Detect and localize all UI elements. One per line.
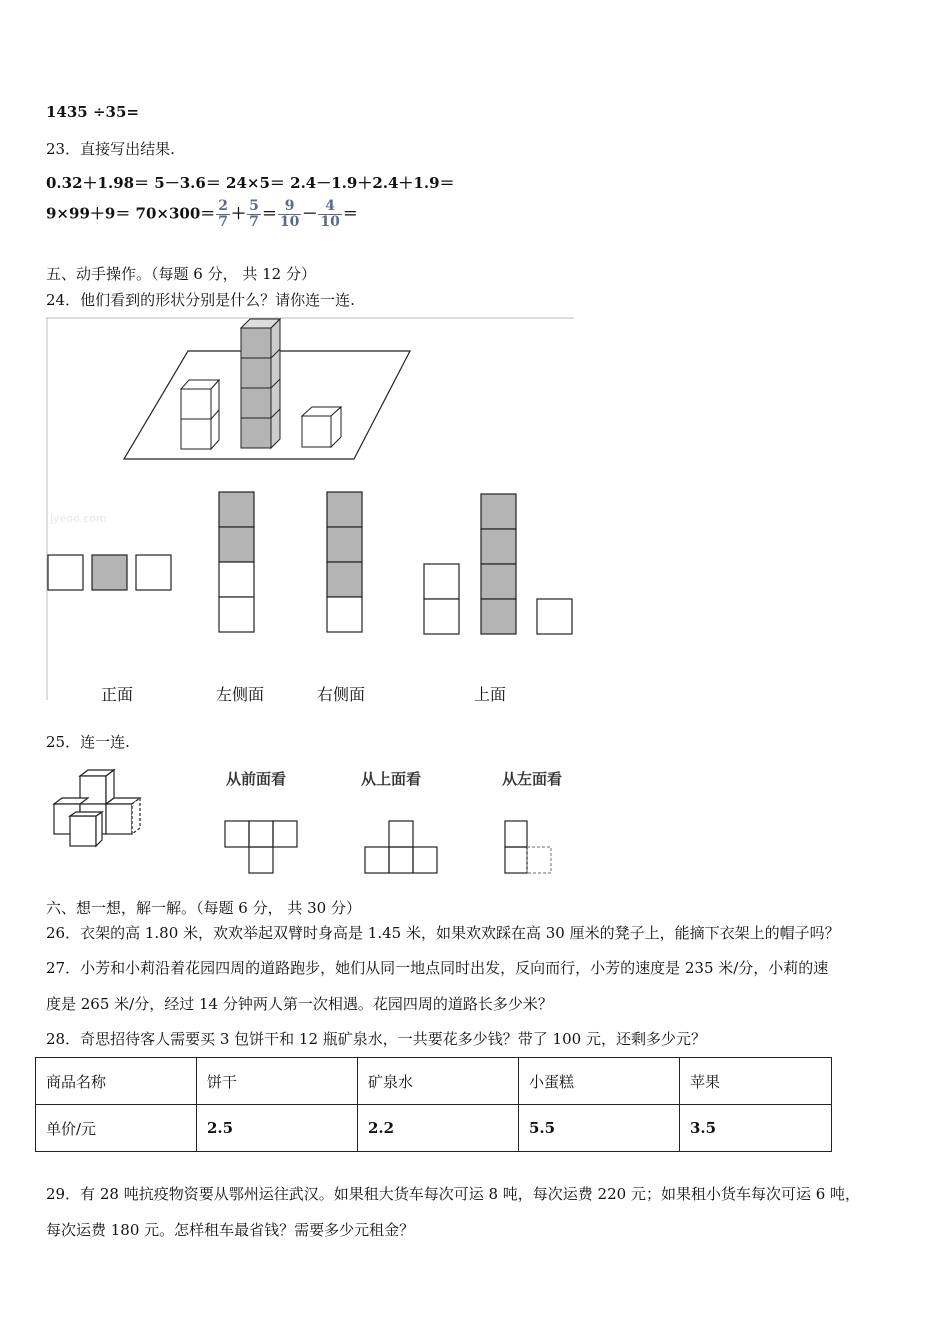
q25-label-left: 从左面看 — [502, 770, 563, 788]
table-cell: 苹果 — [680, 1058, 832, 1105]
cube-single-white — [302, 407, 341, 447]
watermark: jyeoo.com — [50, 512, 107, 525]
q29-line1: 29．有 28 吨抗疫物资要从鄂州运往武汉。如果租大货车每次可运 8 吨，每次运费 220 元；如果租小货车每次可运 6 吨， — [46, 1185, 861, 1203]
section-6-heading: 六、想一想，解一解。（每题 6 分， 共 30 分） — [46, 899, 361, 917]
table-cell: 饼干 — [197, 1058, 358, 1105]
q28-text: 28．奇思招待客人需要买 3 包饼干和 12 瓶矿泉水，一共要花多少钱？带了 100 元，还剩多少元？ — [46, 1030, 706, 1048]
price-table — [35, 1057, 832, 1152]
table-cell: 小蛋糕 — [519, 1058, 680, 1105]
view-option-4 — [424, 494, 572, 634]
q25-view-a — [222, 818, 302, 876]
label-left-side: 左侧面 — [216, 685, 265, 704]
label-top: 上面 — [474, 685, 507, 704]
table-row — [36, 1105, 832, 1152]
q25-label-top: 从上面看 — [361, 770, 422, 788]
q23-line2: 9×99＋9＝ 70×300＝ $\frac{2}{7}$ ＋ $\frac{5}{7}$ ＝ $\frac{9}{10}$ － $\frac{4}{10}$ ＝ — [46, 198, 358, 230]
fraction: $\frac{5}{7}$ — [249, 198, 259, 230]
q25-view-b — [360, 818, 442, 876]
table-cell: 3.5 — [680, 1105, 832, 1152]
q25-title: 25．连一连. — [46, 733, 130, 751]
q23-line1: 0.32＋1.98＝ 5－3.6＝ 24×5＝ 2.4－1.9＋2.4＋1.9＝ — [46, 174, 455, 192]
table-header-row — [36, 1058, 832, 1105]
q27-line2: 度是 265 米/分，经过 14 分钟两人第一次相遇。花园四周的道路长多少米？ — [46, 995, 553, 1013]
q29-line2: 每次运费 180 元。怎样租车最省钱？需要多少元租金？ — [46, 1221, 415, 1239]
view-option-1 — [48, 555, 171, 590]
view-option-2 — [219, 492, 254, 632]
q26-text: 26．衣架的高 1.80 米，欢欢举起双臂时身高是 1.45 米，如果欢欢踩在高 30 厘米的凳子上，能摘下衣架上的帽子吗？ — [46, 924, 840, 942]
table-cell: 5.5 — [519, 1105, 680, 1152]
fraction: $\frac{2}{7}$ — [218, 198, 229, 230]
q24-figure — [46, 316, 576, 702]
top-expression: 1435 ÷35= — [46, 103, 139, 121]
q25-view-c — [500, 818, 556, 876]
q23-title: 23．直接写出结果. — [46, 140, 175, 158]
q27-line1: 27．小芳和小莉沿着花园四周的道路跑步，她们从同一地点同时出发，反向而行，小芳的速度是 235 米/分，小莉的速 — [46, 959, 829, 977]
table-cell: 2.2 — [358, 1105, 519, 1152]
table-cell: 2.5 — [197, 1105, 358, 1152]
section-5-heading: 五、动手操作。（每题 6 分， 共 12 分） — [46, 265, 316, 283]
q24-title: 24．他们看到的形状分别是什么？请你连一连. — [46, 291, 355, 309]
cube-stack-white-2 — [181, 380, 219, 449]
fraction: $\frac{4}{10}$ — [320, 198, 340, 230]
table-cell: 单价/元 — [36, 1105, 197, 1152]
label-right-side: 右侧面 — [317, 685, 366, 704]
q23-line2-prefix: 9×99＋9＝ 70×300＝ — [46, 204, 216, 223]
view-option-3 — [327, 492, 362, 632]
label-front: 正面 — [101, 685, 134, 704]
q25-3d-figure — [50, 768, 150, 850]
q25-label-front: 从前面看 — [226, 770, 287, 788]
table-cell: 商品名称 — [36, 1058, 197, 1105]
table-cell: 矿泉水 — [358, 1058, 519, 1105]
fraction: $\frac{9}{10}$ — [279, 198, 300, 230]
cube-stack-gray-4 — [241, 319, 280, 448]
